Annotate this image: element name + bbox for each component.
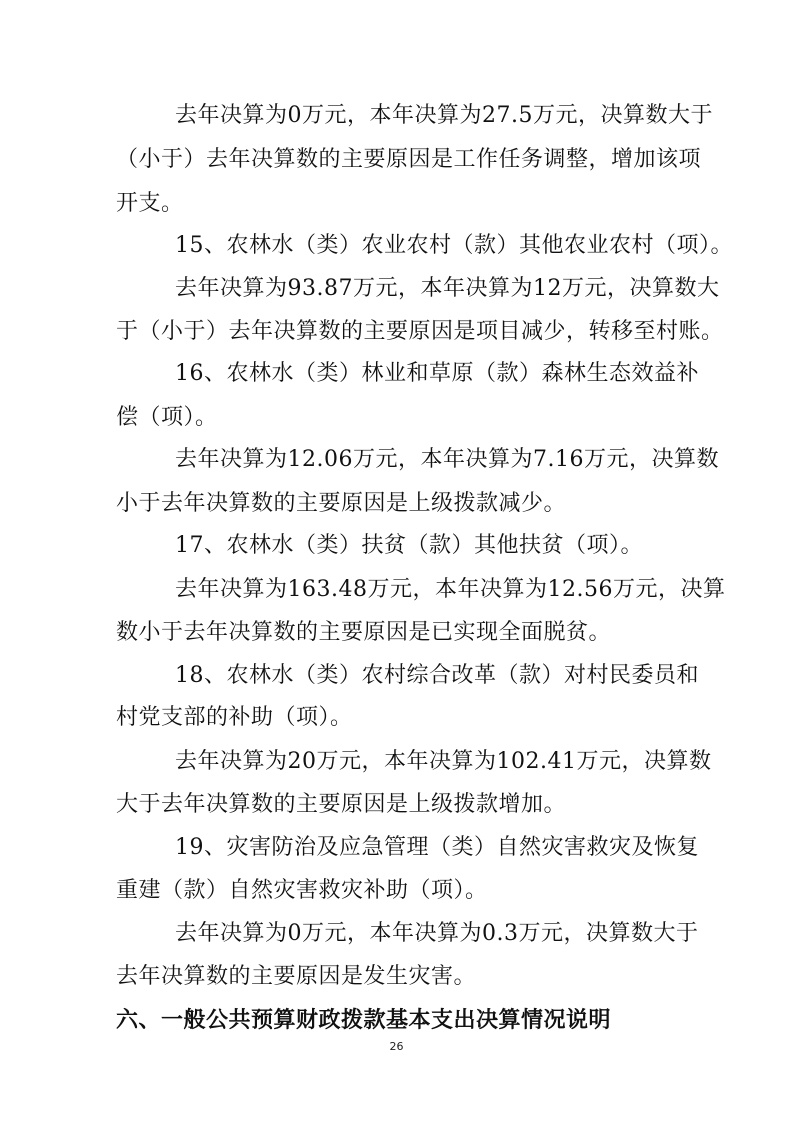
text-line: 数小于去年决算数的主要原因是已实现全面脱贫。 [116, 620, 612, 645]
text-line: 去年决算为20万元，本年决算为102.41万元，决算数 [175, 749, 712, 774]
section-heading: 六、一般公共预算财政拨款基本支出决算情况说明 [116, 1008, 612, 1033]
text-line: 小于去年决算数的主要原因是上级拨款减少。 [116, 491, 567, 516]
text-line: 去年决算为93.87万元，本年决算为12万元，决算数大 [175, 276, 720, 301]
text-line: 18、农林水（类）农村综合改革（款）对村民委员和 [175, 663, 699, 688]
page-number: 26 [389, 1040, 404, 1053]
text-line: 去年决算数的主要原因是发生灾害。 [116, 964, 477, 989]
text-line: 偿（项）。 [116, 405, 218, 430]
text-line: 去年决算为0万元，本年决算为27.5万元，决算数大于 [175, 103, 713, 128]
text-line: 15、农林水（类）农业农村（款）其他农业农村（项）。 [175, 233, 733, 258]
text-line: 16、农林水（类）林业和草原（款）森林生态效益补 [175, 361, 699, 386]
text-line: 开支。 [116, 191, 184, 216]
text-line: 19、灾害防治及应急管理（类）自然灾害救灾及恢复 [175, 835, 699, 860]
text-line: 大于去年决算数的主要原因是上级拨款增加。 [116, 792, 567, 817]
text-line: 去年决算为163.48万元，本年决算为12.56万元，决算 [175, 577, 726, 602]
text-line: 去年决算为0万元，本年决算为0.3万元，决算数大于 [175, 921, 699, 946]
text-line: 17、农林水（类）扶贫（款）其他扶贫（项）。 [175, 533, 643, 558]
text-line: （小于）去年决算数的主要原因是工作任务调整，增加该项 [116, 147, 702, 172]
text-line: 重建（款）自然灾害救灾补助（项）。 [116, 878, 488, 903]
text-line: 去年决算为12.06万元，本年决算为7.16万元，决算数 [175, 447, 719, 472]
text-line: 于（小于）去年决算数的主要原因是项目减少，转移至村账。 [116, 319, 724, 344]
text-line: 村党支部的补助（项）。 [116, 705, 353, 730]
